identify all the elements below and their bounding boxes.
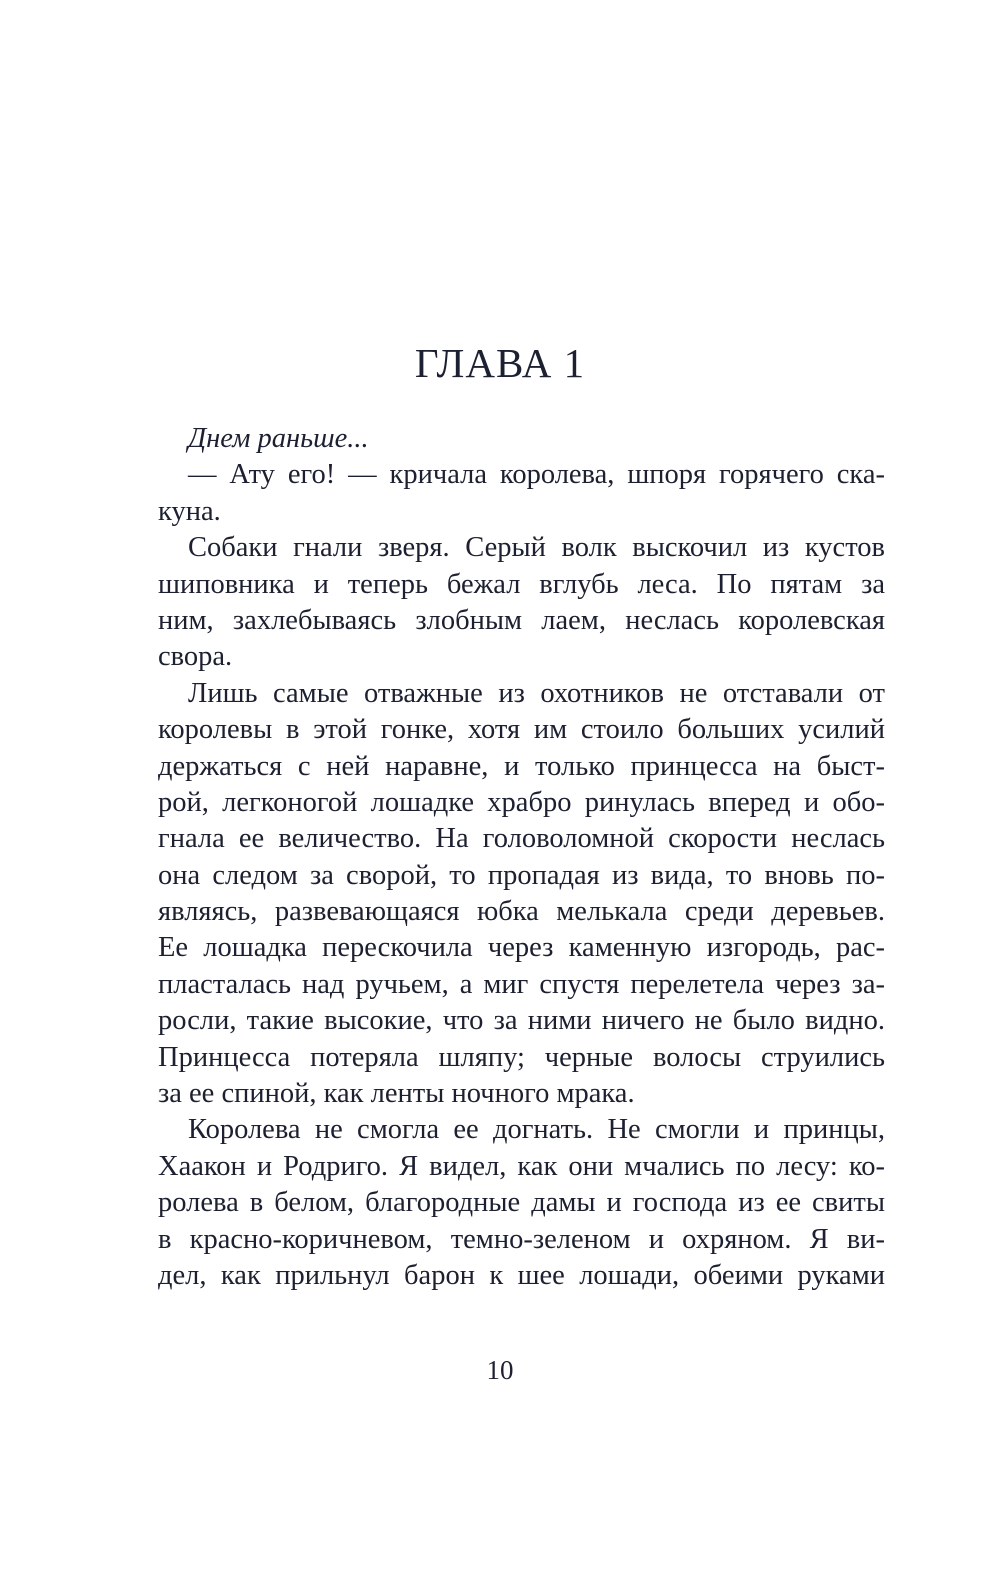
text-line: королевы в этой гонке, хотя им стоило больших усилий bbox=[158, 714, 885, 746]
text-line: Ее лошадка перескочила через каменную изгородь, рас- bbox=[158, 932, 885, 964]
text-line: за ее спиной, как ленты ночного мрака. bbox=[158, 1078, 635, 1110]
text-line: в красно-коричневом, темно-зеленом и охряном. Я ви- bbox=[158, 1223, 885, 1255]
text-line: ролева в белом, благородные дамы и господа из ее свиты bbox=[158, 1187, 885, 1219]
chapter-title: ГЛАВА 1 bbox=[414, 340, 586, 386]
text-line: Лишь самые отважные из охотников не отставали от bbox=[188, 677, 885, 709]
text-line: — Ату его! — кричала королева, шпоря горячего ска- bbox=[188, 459, 885, 491]
text-line: Хаакон и Родриго. Я видел, как они мчались по лесу: ко- bbox=[158, 1150, 885, 1182]
text-line: гнала ее величество. На головоломной скорости неслась bbox=[158, 823, 885, 855]
text-line: дел, как прильнул барон к шее лошади, обеими руками bbox=[158, 1259, 885, 1291]
text-line: рой, легконогой лошадке храбро ринулась вперед и обо- bbox=[158, 786, 885, 818]
text-line: свора. bbox=[158, 641, 233, 673]
text-line: она следом за сворой, то пропадая из вида, то вновь по- bbox=[158, 859, 885, 891]
text-line: Собаки гнали зверя. Серый волк выскочил из кустов bbox=[188, 532, 885, 564]
page-number: 10 bbox=[486, 1355, 514, 1385]
text-line: росли, такие высокие, что за ними ничего не было видно. bbox=[158, 1005, 885, 1037]
text-line: держаться с ней наравне, и только принцесса на быст- bbox=[158, 750, 885, 782]
text-line: Принцесса потеряла шляпу; черные волосы струились bbox=[158, 1041, 885, 1073]
text-line: являясь, развевающаяся юбка мелькала среди деревьев. bbox=[158, 896, 885, 928]
text-line: ним, захлебываясь злобным лаем, неслась королевская bbox=[158, 604, 885, 636]
text-line: Днем раньше... bbox=[188, 423, 369, 454]
text-line: пласталась над ручьем, а миг спустя перелетела через за- bbox=[158, 968, 885, 1000]
text-line: Королева не смогла ее догнать. Не смогли и принцы, bbox=[188, 1114, 885, 1146]
chapter-text bbox=[158, 421, 885, 1294]
text-line: куна. bbox=[158, 495, 221, 527]
text-line: шиповника и теперь бежал вглубь леса. По пятам за bbox=[158, 568, 885, 600]
